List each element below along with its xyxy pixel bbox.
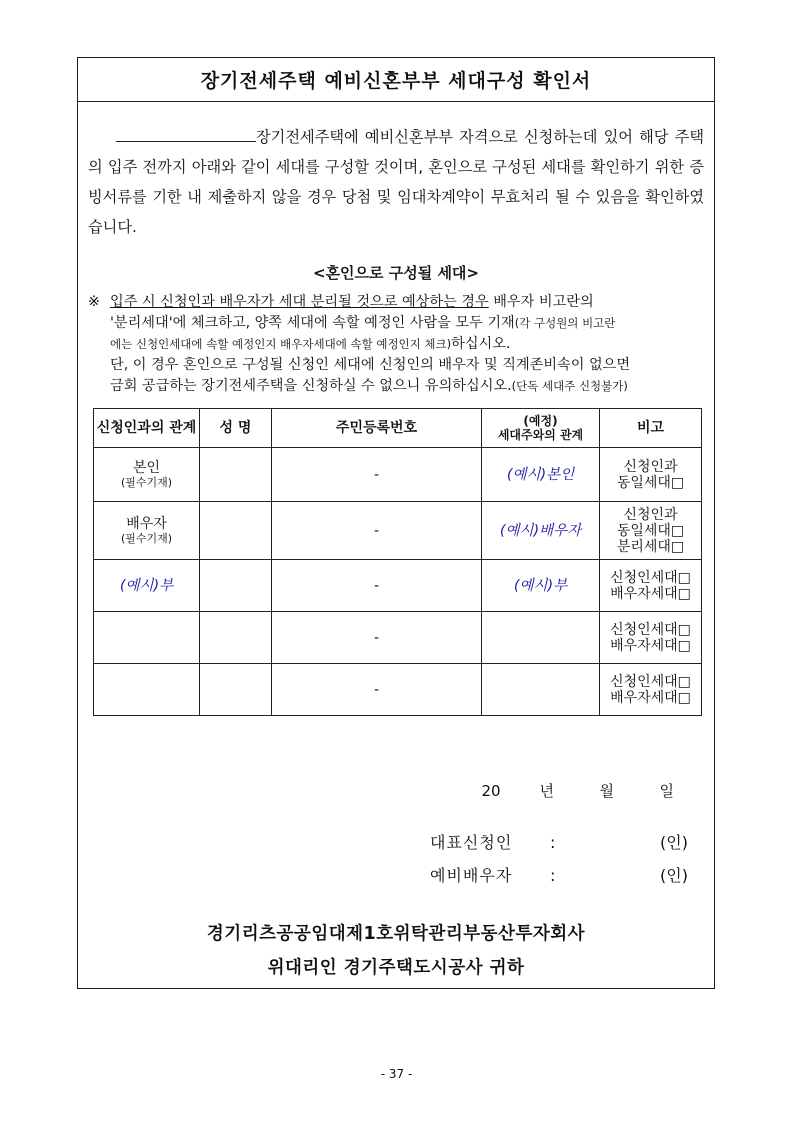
- relation-text: 배우자: [126, 515, 167, 532]
- confirmation-form: [77, 57, 715, 989]
- signature-spouse: [430, 863, 690, 886]
- intro-line1: 장기전세주택에 예비신혼부부 자격으로 신청하는데 있어: [256, 128, 633, 146]
- remark-option[interactable]: 배우자세대□: [610, 637, 691, 654]
- cell-relation[interactable]: [94, 448, 200, 502]
- head-relation-text: (예시)배우자: [499, 522, 582, 539]
- note-line2-main: '분리세대'에 체크하고, 양쪽 세대에 속할 예정인 사람을 모두 기재: [110, 315, 515, 331]
- intro-rest: 해당 주택의 입주 전까지 아래와 같이 세대를 구성할 것이며, 혼인으로 구성된 세대를 확인하기 위한 증빙서류를 기한 내 제출하지 않을 경우 당첨 및 임대차계약이 무효처리 될 수 있음을 확인하였습니다.: [88, 128, 705, 236]
- remark-option[interactable]: 동일세대□: [616, 474, 685, 491]
- relation-text: (예시)부: [119, 577, 174, 594]
- remark-option[interactable]: 배우자세대□: [610, 689, 691, 706]
- cell-name[interactable]: [200, 664, 272, 716]
- signature-label: 대표신청인: [430, 833, 513, 852]
- header-head-relation: [482, 409, 600, 448]
- note-line-2: [88, 313, 704, 334]
- date-day: 일: [659, 782, 674, 800]
- signature-label: 예비배우자: [430, 866, 513, 885]
- page-number: - 37 -: [380, 1067, 413, 1081]
- household-table: [93, 408, 702, 716]
- signature-colon: :: [550, 866, 556, 885]
- cell-remark[interactable]: [600, 560, 702, 612]
- table-row: [94, 612, 702, 664]
- cell-head-relation[interactable]: [482, 612, 600, 664]
- head-relation-text: (예시)부: [513, 577, 568, 594]
- note-underlined: 입주 시 신청인과 배우자가 세대 분리될 것으로 예상하는 경우: [110, 294, 489, 310]
- remark-option[interactable]: 배우자세대□: [610, 585, 691, 602]
- notes: [88, 292, 704, 397]
- cell-id-number[interactable]: -: [272, 448, 482, 502]
- date-month: 월: [599, 782, 614, 800]
- footer-line-1: 경기리츠공공임대제1호위탁관리부동산투자회사: [206, 924, 586, 944]
- relation-required-note: (필수기재): [120, 475, 173, 489]
- head-relation-text: (예시)본인: [506, 466, 575, 483]
- note-line1-rest: 배우자 비고란의: [488, 294, 594, 310]
- table-row: [94, 448, 702, 502]
- date-line: [482, 780, 675, 801]
- note-line2-small: (각 구성원의 비고란: [514, 316, 616, 330]
- remark-option[interactable]: 분리세대□: [616, 538, 685, 555]
- remark-option[interactable]: 동일세대□: [616, 522, 685, 539]
- remark-option[interactable]: 신청인과: [623, 506, 678, 523]
- intro-paragraph: [88, 122, 704, 242]
- cell-name[interactable]: [200, 502, 272, 560]
- cell-name[interactable]: [200, 448, 272, 502]
- date-year: 년: [539, 782, 554, 800]
- cell-head-relation[interactable]: [482, 664, 600, 716]
- cell-relation[interactable]: [94, 560, 200, 612]
- note-line5-main: 금회 공급하는 장기전세주택을 신청하실 수 없으니 유의하십시오.: [110, 378, 512, 394]
- note-line5-small: (단독 세대주 신청불가): [511, 379, 628, 393]
- header-head-bottom: 세대주와의 관계: [497, 428, 584, 442]
- cell-remark[interactable]: [600, 502, 702, 560]
- cell-relation[interactable]: [94, 502, 200, 560]
- cell-remark[interactable]: [600, 612, 702, 664]
- remark-option[interactable]: 신청인세대□: [610, 621, 691, 638]
- cell-relation[interactable]: [94, 612, 200, 664]
- cell-head-relation[interactable]: [482, 448, 600, 502]
- remark-option[interactable]: 신청인과: [623, 458, 678, 475]
- header-remark: 비고: [600, 409, 702, 448]
- table-row: [94, 502, 702, 560]
- header-head-top: (예정): [523, 414, 558, 428]
- table-body: [94, 448, 702, 716]
- table-row: [94, 664, 702, 716]
- cell-id-number[interactable]: -: [272, 502, 482, 560]
- cell-id-number[interactable]: -: [272, 560, 482, 612]
- signature-applicant: [430, 830, 690, 853]
- signature-seal[interactable]: (인): [660, 833, 688, 852]
- note-mark: ※: [88, 294, 100, 310]
- cell-id-number[interactable]: -: [272, 612, 482, 664]
- applicant-name-blank[interactable]: [116, 125, 256, 142]
- footer-line-2: 위대리인 경기주택도시공사 귀하: [267, 958, 525, 978]
- note-line3-main: 하십시오.: [451, 336, 511, 352]
- signature-seal[interactable]: (인): [660, 866, 688, 885]
- table-header-row: [94, 409, 702, 448]
- header-name: 성 명: [200, 409, 272, 448]
- note-line3-small: 에는 신청인세대에 속할 예정인지 배우자세대에 속할 예정인지 체크): [110, 337, 452, 351]
- table-row: [94, 560, 702, 612]
- note-line-3: [88, 334, 704, 355]
- cell-head-relation[interactable]: [482, 502, 600, 560]
- header-relation: 신청인과의 관계: [94, 409, 200, 448]
- remark-option[interactable]: 신청인세대□: [610, 673, 691, 690]
- relation-text: 본인: [132, 459, 161, 476]
- section-title: <혼인으로 구성될 세대>: [313, 264, 479, 282]
- form-title: 장기전세주택 예비신혼부부 세대구성 확인서: [78, 58, 714, 102]
- signature-colon: :: [550, 833, 556, 852]
- cell-head-relation[interactable]: [482, 560, 600, 612]
- cell-id-number[interactable]: -: [272, 664, 482, 716]
- cell-relation[interactable]: [94, 664, 200, 716]
- date-year-prefix: 20: [481, 782, 501, 800]
- header-id: 주민등록번호: [272, 409, 482, 448]
- cell-remark[interactable]: [600, 448, 702, 502]
- cell-name[interactable]: [200, 612, 272, 664]
- note-line-4: 단, 이 경우 혼인으로 구성될 신청인 세대에 신청인의 배우자 및 직계존비속이 없으면: [110, 357, 631, 373]
- note-line-5: [88, 376, 704, 397]
- note-line-1: [88, 292, 704, 313]
- remark-option[interactable]: 신청인세대□: [610, 569, 691, 586]
- relation-required-note: (필수기재): [120, 531, 173, 545]
- cell-remark[interactable]: [600, 664, 702, 716]
- cell-name[interactable]: [200, 560, 272, 612]
